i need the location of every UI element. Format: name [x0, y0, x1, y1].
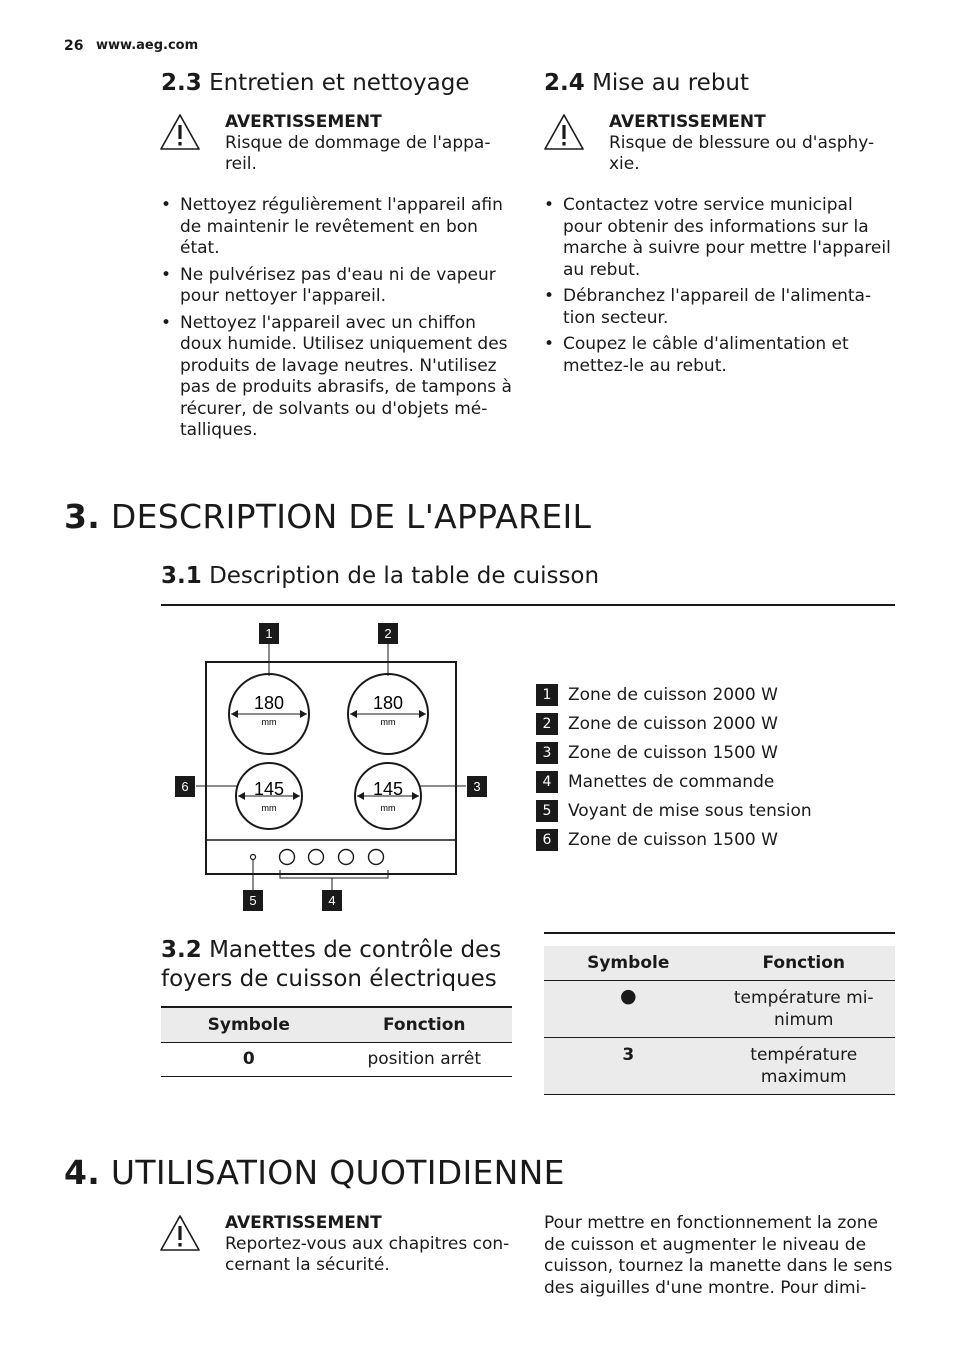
- warning-line: Risque de dommage de l'appa-: [225, 133, 491, 153]
- section-title: foyers de cuisson électriques: [161, 966, 497, 992]
- section-3-2-heading: [161, 936, 501, 994]
- chapter-number: 4.: [64, 1153, 101, 1192]
- legend-item: [536, 709, 812, 738]
- callout-3: [467, 776, 487, 797]
- section-number: 3.2: [161, 937, 202, 963]
- legend-number: 4: [536, 771, 558, 793]
- zone-size-label: 180: [253, 693, 285, 713]
- zone-unit-label: mm: [261, 717, 277, 727]
- warning-title: AVERTISSEMENT: [609, 112, 766, 132]
- paragraph-line: Pour mettre en fonctionnement la zone: [544, 1213, 878, 1233]
- warning-icon: [159, 1214, 201, 1252]
- legend-number: 1: [536, 684, 558, 706]
- zone-size-label: 180: [372, 693, 404, 713]
- hob-diagram: [170, 616, 500, 916]
- warning-block: [609, 112, 899, 175]
- table-row: [544, 981, 895, 1038]
- table-top-rule: [544, 932, 895, 934]
- svg-text:6: 6: [181, 779, 189, 794]
- chapter-3-heading: [64, 497, 591, 536]
- section-2-3-heading: [161, 70, 470, 96]
- warning-line: Reportez-vous aux chapitres con-: [225, 1234, 510, 1254]
- callout-6: [175, 776, 195, 797]
- legend-text: Manettes de commande: [568, 771, 775, 792]
- table-cell-symbol: 3: [544, 1038, 712, 1095]
- page-number: 26: [64, 38, 84, 54]
- warning-line: xie.: [609, 154, 640, 174]
- warning-block: [225, 112, 515, 175]
- table-row: [161, 1043, 512, 1077]
- section-number: 2.3: [161, 70, 202, 96]
- legend-item: [536, 796, 812, 825]
- legend-item: [536, 767, 812, 796]
- svg-text:3: 3: [473, 779, 481, 794]
- list-item: • Nettoyez régulièrement l'appareil afin de maintenir le revêtement en bon état.: [161, 195, 513, 260]
- section-title: Entretien et nettoyage: [209, 70, 470, 96]
- function-line: température mi-: [733, 988, 874, 1008]
- legend-number: 3: [536, 742, 558, 764]
- callout-4: [322, 890, 342, 911]
- list-item: • Coupez le câble d'alimentation et mettez-le au rebut.: [544, 334, 896, 377]
- zone-size-label: 145: [253, 779, 285, 799]
- function-line: maximum: [760, 1067, 847, 1087]
- chapter-4-heading: [64, 1153, 565, 1192]
- list-item: • Contactez votre service municipal pour obtenir des informations sur la marche à suivre pour mettre l'appareil au rebut.: [544, 195, 896, 281]
- hob-outline: [206, 662, 456, 874]
- section-title: Description de la table de cuisson: [209, 563, 600, 589]
- warning-line: Risque de blessure ou d'asphy-: [609, 133, 875, 153]
- table-header: Fonction: [712, 946, 895, 981]
- list-item: • Ne pulvérisez pas d'eau ni de vapeur pour nettoyer l'appareil.: [161, 265, 513, 308]
- list-item: • Débranchez l'appareil de l'alimenta- tion secteur.: [544, 286, 896, 329]
- symbol-table-right: [544, 946, 895, 1095]
- section-title: Mise au rebut: [592, 70, 750, 96]
- bullet-list: [161, 195, 513, 447]
- callout-2: [378, 623, 398, 644]
- chapter-number: 3.: [64, 497, 101, 536]
- table-row: [544, 1038, 895, 1095]
- legend-number: 2: [536, 713, 558, 735]
- legend-item: [536, 680, 812, 709]
- table-header: Symbole: [161, 1008, 337, 1043]
- zone-unit-label: mm: [380, 803, 396, 813]
- svg-text:1: 1: [265, 626, 273, 641]
- section-rule: [161, 604, 895, 606]
- section-number: 3.1: [161, 563, 202, 589]
- zone-unit-label: mm: [261, 803, 277, 813]
- site-url: www.aeg.com: [96, 38, 199, 53]
- table-cell-symbol: ●: [544, 981, 712, 1038]
- symbol-table-left: [161, 1008, 512, 1077]
- zone-size-label: 145: [372, 779, 404, 799]
- callout-5: [243, 890, 263, 911]
- paragraph-line: cuisson, tournez la manette dans le sens: [544, 1256, 893, 1276]
- legend-text: Zone de cuisson 2000 W: [568, 713, 778, 734]
- callout-1: [259, 623, 279, 644]
- warning-block: [225, 1213, 525, 1276]
- table-cell-function: [712, 981, 895, 1038]
- warning-line: cernant la sécurité.: [225, 1255, 390, 1275]
- svg-text:5: 5: [249, 893, 257, 908]
- section-3-1-heading: [161, 563, 599, 589]
- paragraph-line: des aiguilles d'une montre. Pour dimi-: [544, 1277, 867, 1298]
- diagram-legend: [536, 680, 812, 854]
- warning-icon: [159, 113, 201, 151]
- legend-text: Zone de cuisson 1500 W: [568, 742, 778, 763]
- zone-unit-label: mm: [380, 717, 396, 727]
- legend-item: [536, 738, 812, 767]
- legend-text: Zone de cuisson 2000 W: [568, 684, 778, 705]
- table-cell-symbol: 0: [161, 1043, 337, 1077]
- chapter-title: UTILISATION QUOTIDIENNE: [110, 1153, 565, 1192]
- section-number: 2.4: [544, 70, 585, 96]
- warning-title: AVERTISSEMENT: [225, 112, 382, 132]
- warning-line: reil.: [225, 154, 257, 174]
- table-cell-function: [712, 1038, 895, 1095]
- svg-text:2: 2: [384, 626, 392, 641]
- usage-paragraph: [544, 1213, 904, 1299]
- table-header: Fonction: [337, 1008, 513, 1043]
- legend-number: 6: [536, 829, 558, 851]
- legend-number: 5: [536, 800, 558, 822]
- table-cell-function: position arrêt: [337, 1043, 513, 1077]
- bullet-list: [544, 195, 896, 382]
- section-title: Manettes de contrôle des: [209, 937, 502, 963]
- legend-text: Voyant de mise sous tension: [568, 800, 812, 821]
- function-line: température: [750, 1045, 858, 1065]
- chapter-title: DESCRIPTION DE L'APPAREIL: [110, 497, 592, 536]
- warning-icon: [543, 113, 585, 151]
- legend-text: Zone de cuisson 1500 W: [568, 829, 778, 850]
- paragraph-line: de cuisson et augmenter le niveau de: [544, 1234, 867, 1255]
- table-header: Symbole: [544, 946, 712, 981]
- legend-item: [536, 825, 812, 854]
- list-item: • Nettoyez l'appareil avec un chiffon doux humide. Utilisez uniquement des produits de lavage neutres. N'utilisez pas de produits abrasifs, de tampons à récurer, de solvants ou d'objets mé- talliques.: [161, 313, 513, 442]
- svg-text:4: 4: [328, 893, 336, 908]
- function-line: nimum: [774, 1010, 834, 1030]
- warning-title: AVERTISSEMENT: [225, 1213, 382, 1233]
- section-2-4-heading: [544, 70, 749, 96]
